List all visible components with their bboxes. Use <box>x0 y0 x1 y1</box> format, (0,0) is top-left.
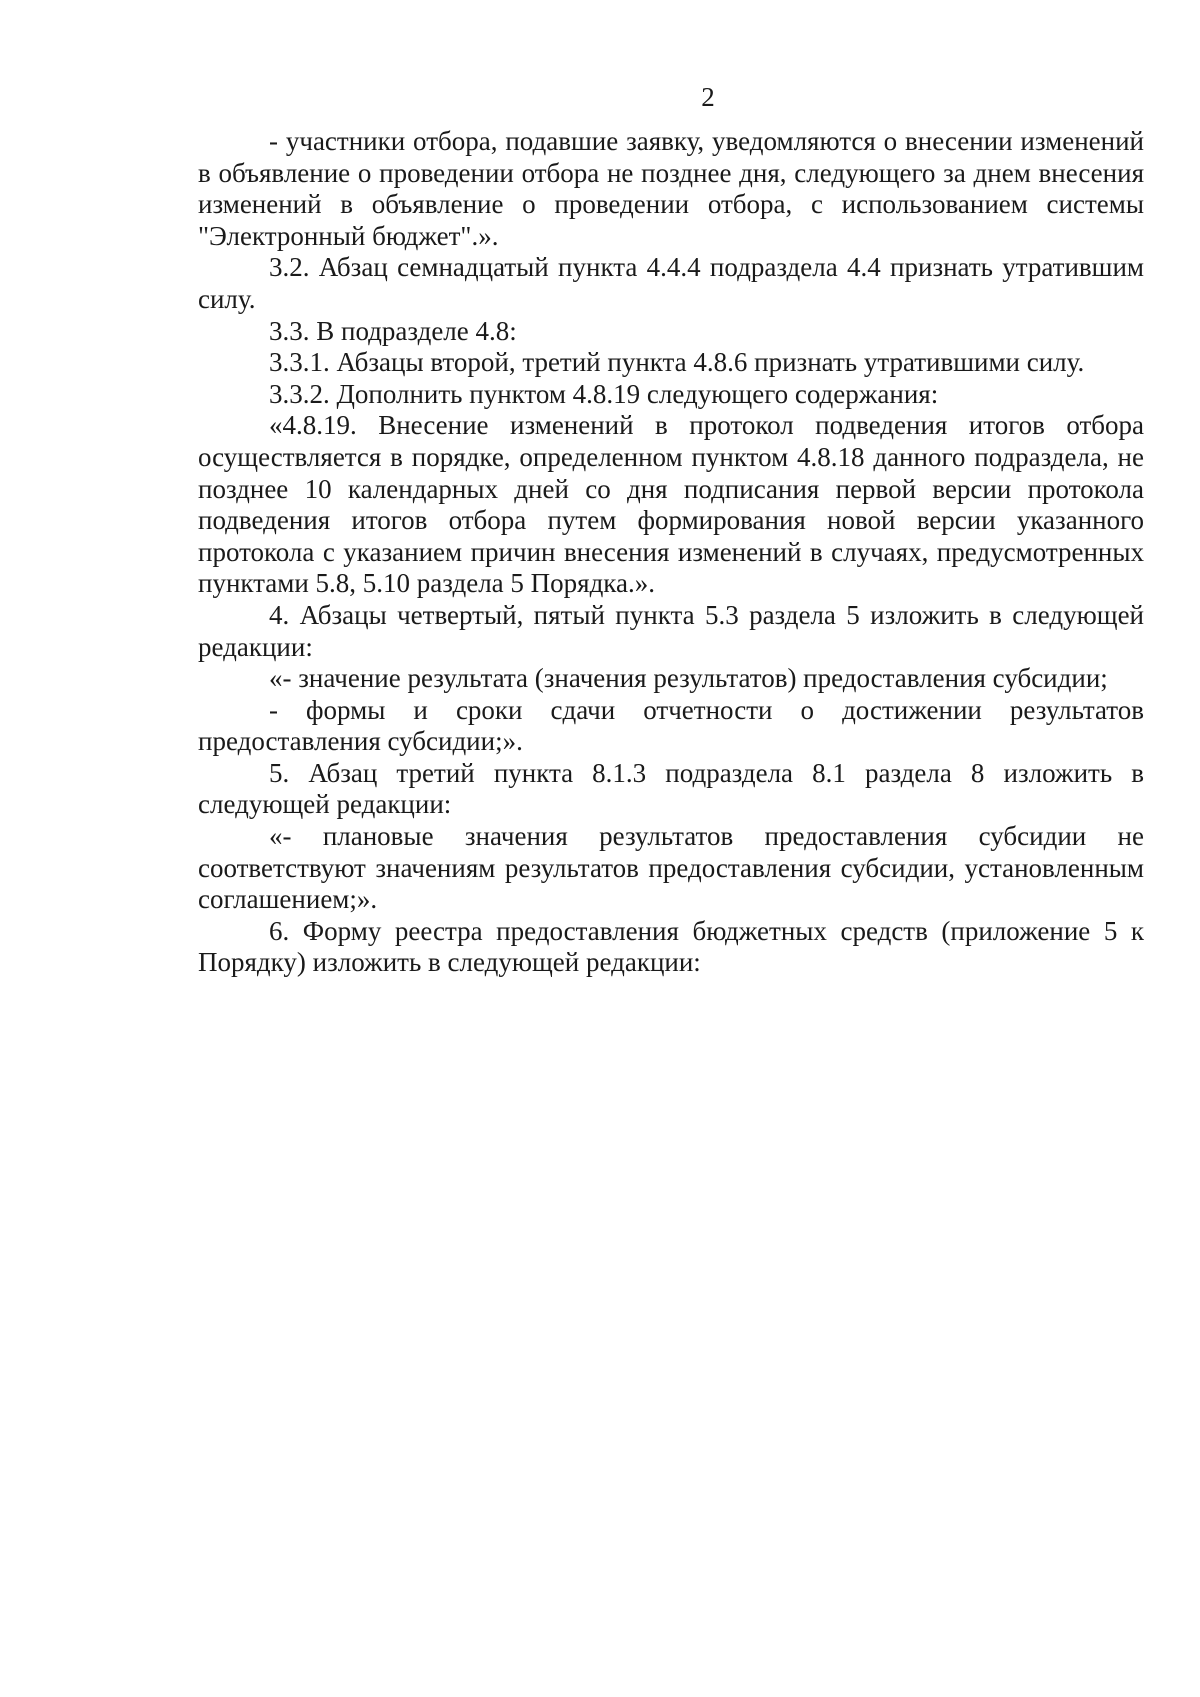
page-number: 2 <box>701 82 715 112</box>
paragraph-notification: - участники отбора, подавшие заявку, уведомляются о внесении изменений в объявление о проведении отбора не позднее дня, следующего за днем внесения изменений в объявление о проведении отбора, с использованием системы "Электронный бюджет".». <box>198 126 1144 251</box>
paragraph-3-3: 3.3. В подразделе 4.8: <box>269 315 517 346</box>
paragraph-6: 6. Форму реестра предоставления бюджетных средств (приложение 5 к Порядку) изложить в следующей редакции: <box>198 915 1144 978</box>
paragraph-planned-values: «- плановые значения результатов предоставления субсидии не соответствуют значениям результатов предоставления субсидии, установленным соглашением;». <box>198 821 1144 915</box>
paragraph-reporting-forms: - формы и сроки сдачи отчетности о достижении результатов предоставления субсидии;». <box>198 694 1144 757</box>
paragraph-3-3-1: 3.3.1. Абзацы второй, третий пункта 4.8.6 признать утратившими силу. <box>269 347 1085 378</box>
paragraph-result-value: «- значение результата (значения результатов) предоставления субсидии; <box>269 663 1108 694</box>
paragraph-5: 5. Абзац третий пункта 8.1.3 подраздела 8.1 раздела 8 изложить в следующей редакции: <box>198 757 1144 820</box>
paragraph-3-2: 3.2. Абзац семнадцатый пункта 4.4.4 подраздела 4.4 признать утратившим силу. <box>198 252 1144 314</box>
paragraph-4: 4. Абзацы четвертый, пятый пункта 5.3 раздела 5 изложить в следующей редакции: <box>198 599 1144 662</box>
paragraph-3-3-2: 3.3.2. Дополнить пунктом 4.8.19 следующего содержания: <box>269 378 939 409</box>
paragraph-4-8-19: «4.8.19. Внесение изменений в протокол подведения итогов отбора осуществляется в порядке, определенном пунктом 4.8.18 данного подраздела, не позднее 10 календарных дней со дня подписания первой версии протокола подведения итогов отбора путем формирования новой версии указанного протокола с указанием причин внесения изменений в случаях, предусмотренных пунктами 5.8, 5.10 раздела 5 Порядка.». <box>198 410 1144 599</box>
document-body <box>198 126 1144 979</box>
